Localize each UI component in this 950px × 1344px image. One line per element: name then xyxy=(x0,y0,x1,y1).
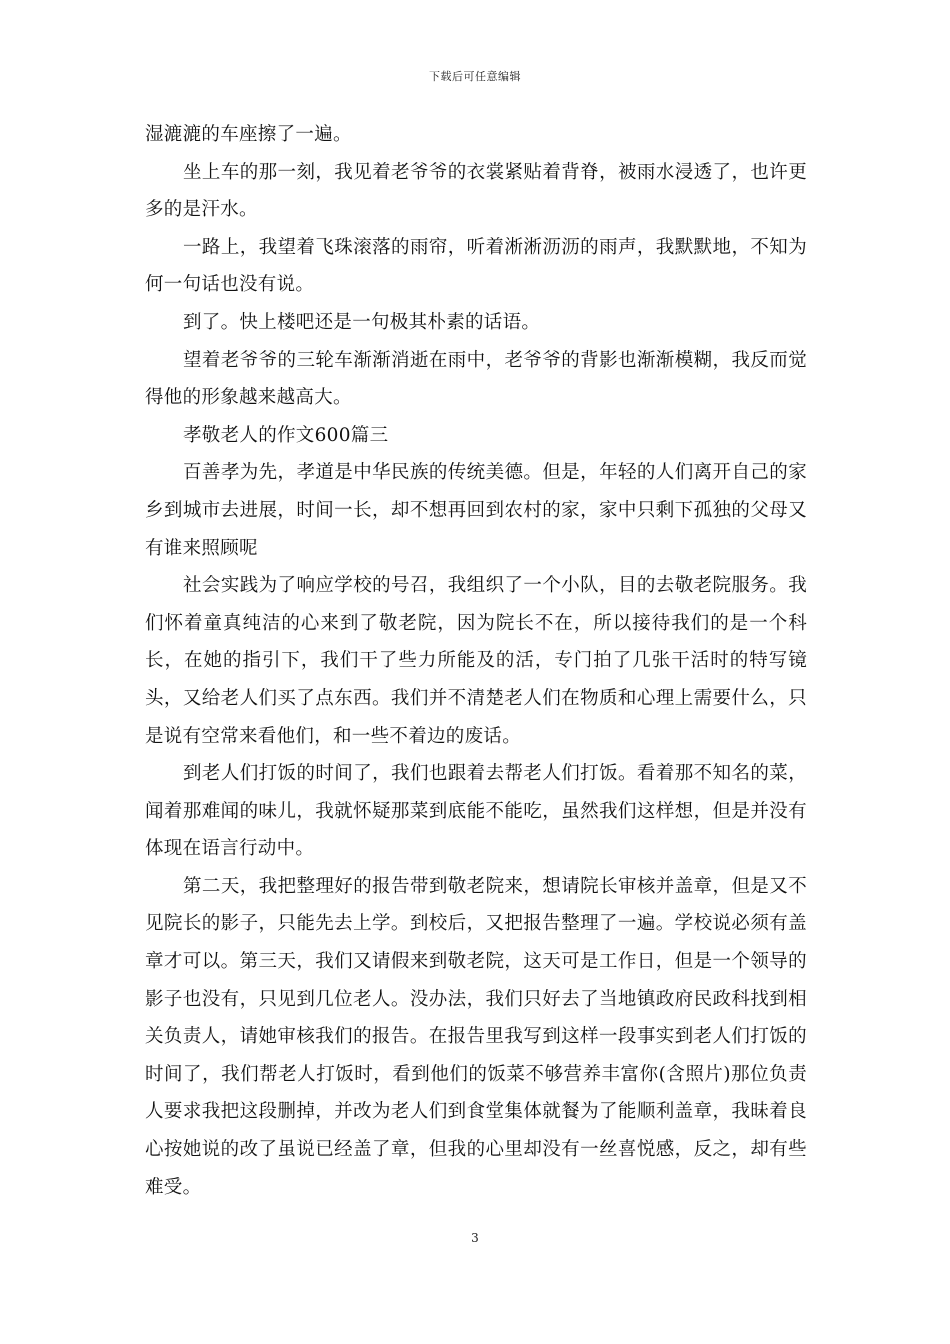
paragraph-10: 第二天，我把整理好的报告带到敬老院来，想请院长审核并盖章，但是又不见院长的影子，只能先去上学。到校后，又把报告整理了一遍。学校说必须有盖章才可以。第三天，我们又请假来到敬老院，这天可是工作日，但是一个领导的影子也没有，只见到几位老人。没办法，我们只好去了当地镇政府民政科找到相关负责人，请她审核我们的报告。在报告里我写到这样一段事实到老人们打饭的时间了，我们帮老人打饭时，看到他们的饭菜不够营养丰富你(含照片)那位负责人要求我把这段删掉，并改为老人们到食堂集体就餐为了能顺利盖章，我昧着良心按她说的改了虽说已经盖了章，但我的心里却没有一丝喜悦感，反之，却有些难受。 xyxy=(145,875,807,1198)
paragraph-7: 百善孝为先，孝道是中华民族的传统美德。但是，年轻的人们离开自己的家乡到城市去进展，时间一长，却不想再回到农村的家，家中只剩下孤独的父母又有谁来照顾呢 xyxy=(145,462,807,559)
paragraph-1: 湿漉漉的车座擦了一遍。 xyxy=(145,124,352,145)
document-body xyxy=(145,116,807,1206)
paragraph-4: 到了。快上楼吧还是一句极其朴素的话语。 xyxy=(183,311,541,333)
paragraph-9: 到老人们打饭的时间了，我们也跟着去帮老人们打饭。看着那不知名的菜，闻着那难闻的味儿，我就怀疑那菜到底能不能吃，虽然我们这样想，但是并没有体现在语言行动中。 xyxy=(145,763,807,860)
section-heading: 孝敬老人的作文600篇三 xyxy=(183,424,389,446)
paragraph-3: 一路上，我望着飞珠滚落的雨帘，听着淅淅沥沥的雨声，我默默地，不知为何一句话也没有说。 xyxy=(145,236,807,296)
paragraph-5: 望着老爷爷的三轮车渐渐消逝在雨中，老爷爷的背影也渐渐模糊，我反而觉得他的形象越来越高大。 xyxy=(145,349,807,409)
paragraph-8: 社会实践为了响应学校的号召，我组织了一个小队，目的去敬老院服务。我们怀着童真纯洁的心来到了敬老院，因为院长不在，所以接待我们的是一个科长，在她的指引下，我们干了些力所能及的活，专门拍了几张干活时的特写镜头，又给老人们买了点东西。我们并不清楚老人们在物质和心理上需要什么，只是说有空常来看他们，和一些不着边的废话。 xyxy=(145,575,807,747)
page-header: 下载后可任意编辑 xyxy=(429,70,521,83)
page-number: 3 xyxy=(471,1231,479,1245)
paragraph-2: 坐上车的那一刻，我见着老爷爷的衣裳紧贴着背脊，被雨水浸透了，也许更多的是汗水。 xyxy=(145,161,807,221)
